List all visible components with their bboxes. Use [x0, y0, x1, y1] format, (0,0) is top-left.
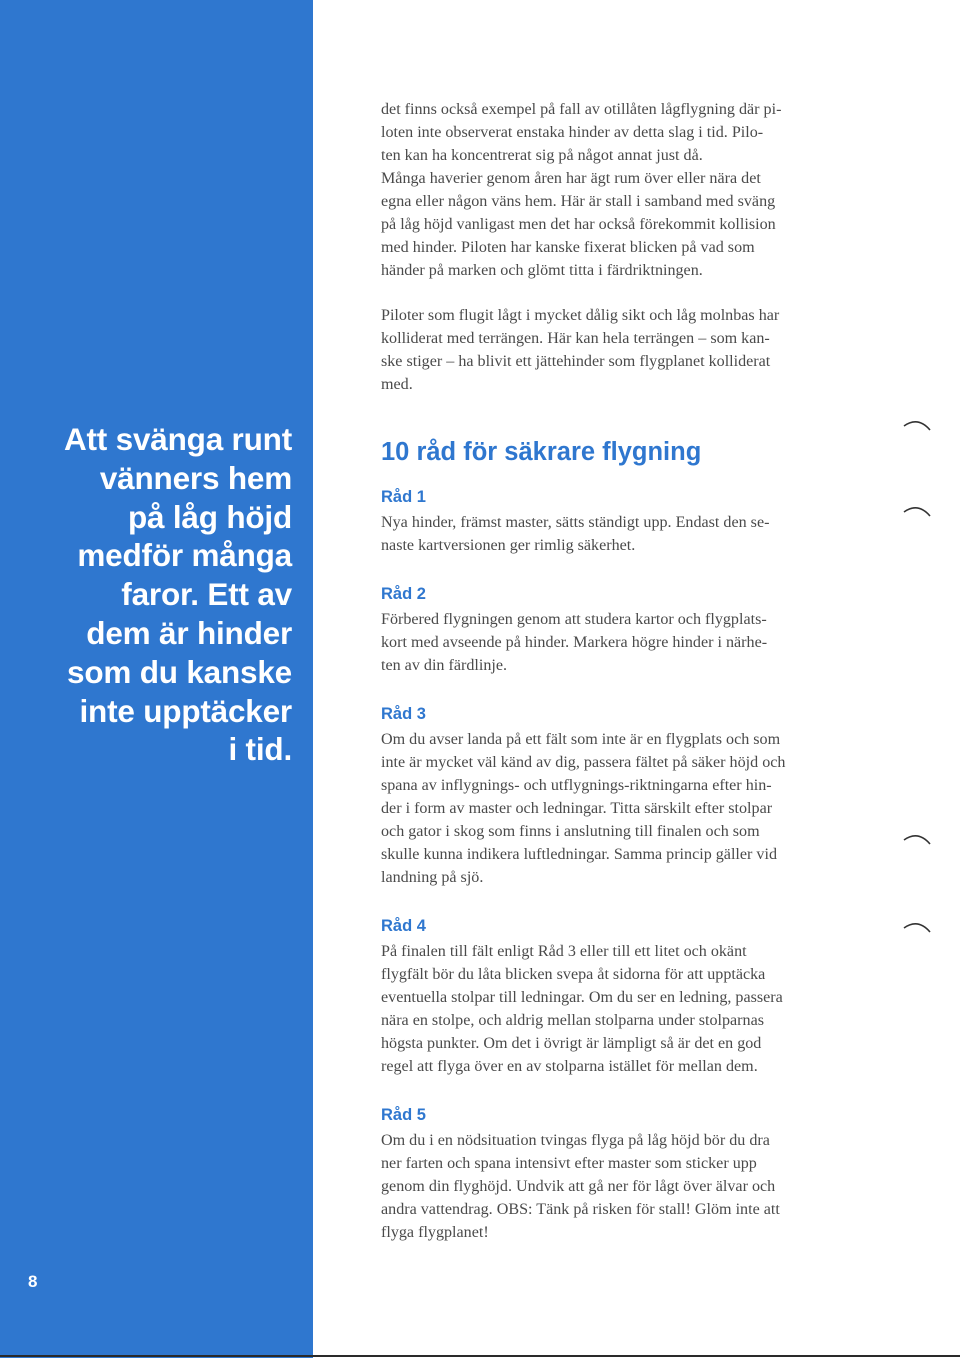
intro-paragraph: det finns också exempel på fall av otillåten lågflygning där pi- loten inte observerat enstaka hinder av detta slag i tid. Pilo- ten kan ha koncentrerat sig på något annat just då. Många haverier genom åren har ägt rum över eller nära det egna eller någon väns hem. Här är stall i samband med sväng på låg höjd vanligast men det har också förekommit kollision med hinder. Piloten har kanske fixerat blicken på vad som händer på marken och glömt titta i färdriktningen. [381, 101, 782, 279]
tip-heading: Råd 1 [381, 488, 426, 506]
tip-heading: Råd 3 [381, 705, 426, 723]
binder-mark [902, 504, 932, 518]
page-bottom-rule [0, 1355, 960, 1357]
tip-item [381, 1105, 851, 1244]
pull-quote: Att svänga runt vänners hem på låg höjd medför många faror. Ett av dem är hinder som du kanske inte upptäcker i tid. [63, 421, 292, 768]
binder-mark [902, 418, 932, 432]
tip-body: På finalen till fält enligt Råd 3 eller till ett litet och okänt flygfält bör du låta blicken svepa åt sidorna för att upptäcka eventuella stolpar till ledningar. Om du ser en ledning, passera nära en stolpe, och aldrig mellan stolparna under stolparnas högsta punkter. Om det i övrigt är lämpligt så är det en god regel att flyga över en av stolparna istället för mellan dem. [381, 943, 783, 1075]
intro-paragraph: Piloter som flugit lågt i mycket dålig sikt och låg molnbas har kolliderat med terrängen. Här kan hela terrängen – som kan- ske stiger – ha blivit ett jättehinder som flygplanet kolliderat med. [381, 307, 780, 393]
section-title: 10 råd för säkrare flygning [381, 438, 702, 466]
binder-mark [902, 920, 932, 934]
tip-heading: Råd 5 [381, 1106, 426, 1124]
tips-list [381, 487, 851, 1244]
tip-body: Förbered flygningen genom att studera kartor och flygplats- kort med avseende på hinder. Markera högre hinder i närhe- ten av din färdlinje. [381, 611, 768, 674]
main-content [381, 98, 851, 1244]
tip-heading: Råd 4 [381, 917, 426, 935]
tip-body: Om du avser landa på ett fält som inte är en flygplats och som inte är mycket väl känd av dig, passera fältet på säker höjd och spana av inflygnings- och utflygnings-riktningarna efter hin- der i form av master och ledningar. Titta särskilt efter stolpar och gator i skog som finns i anslutning till finalen och som skulle kunna indikera luftledningar. Samma princip gäller vid landning på sjö. [381, 731, 786, 886]
tip-item [381, 916, 851, 1078]
binder-mark [902, 832, 932, 846]
tip-item [381, 704, 851, 889]
tip-heading: Råd 2 [381, 585, 426, 603]
tip-item [381, 487, 851, 557]
sidebar-panel [0, 0, 313, 1358]
tip-body: Nya hinder, främst master, sätts ständigt upp. Endast den se- naste kartversionen ger rimlig säkerhet. [381, 514, 770, 554]
page-number: 8 [28, 1272, 38, 1291]
tip-body: Om du i en nödsituation tvingas flyga på låg höjd bör du dra ner farten och spana intensivt efter master som sticker upp genom din flyghöjd. Undvik att gå ner för lågt över älvar och andra vattendrag. OBS: Tänk på risken för stall! Glöm inte att flyga flygplanet! [381, 1132, 780, 1241]
tip-item [381, 584, 851, 677]
